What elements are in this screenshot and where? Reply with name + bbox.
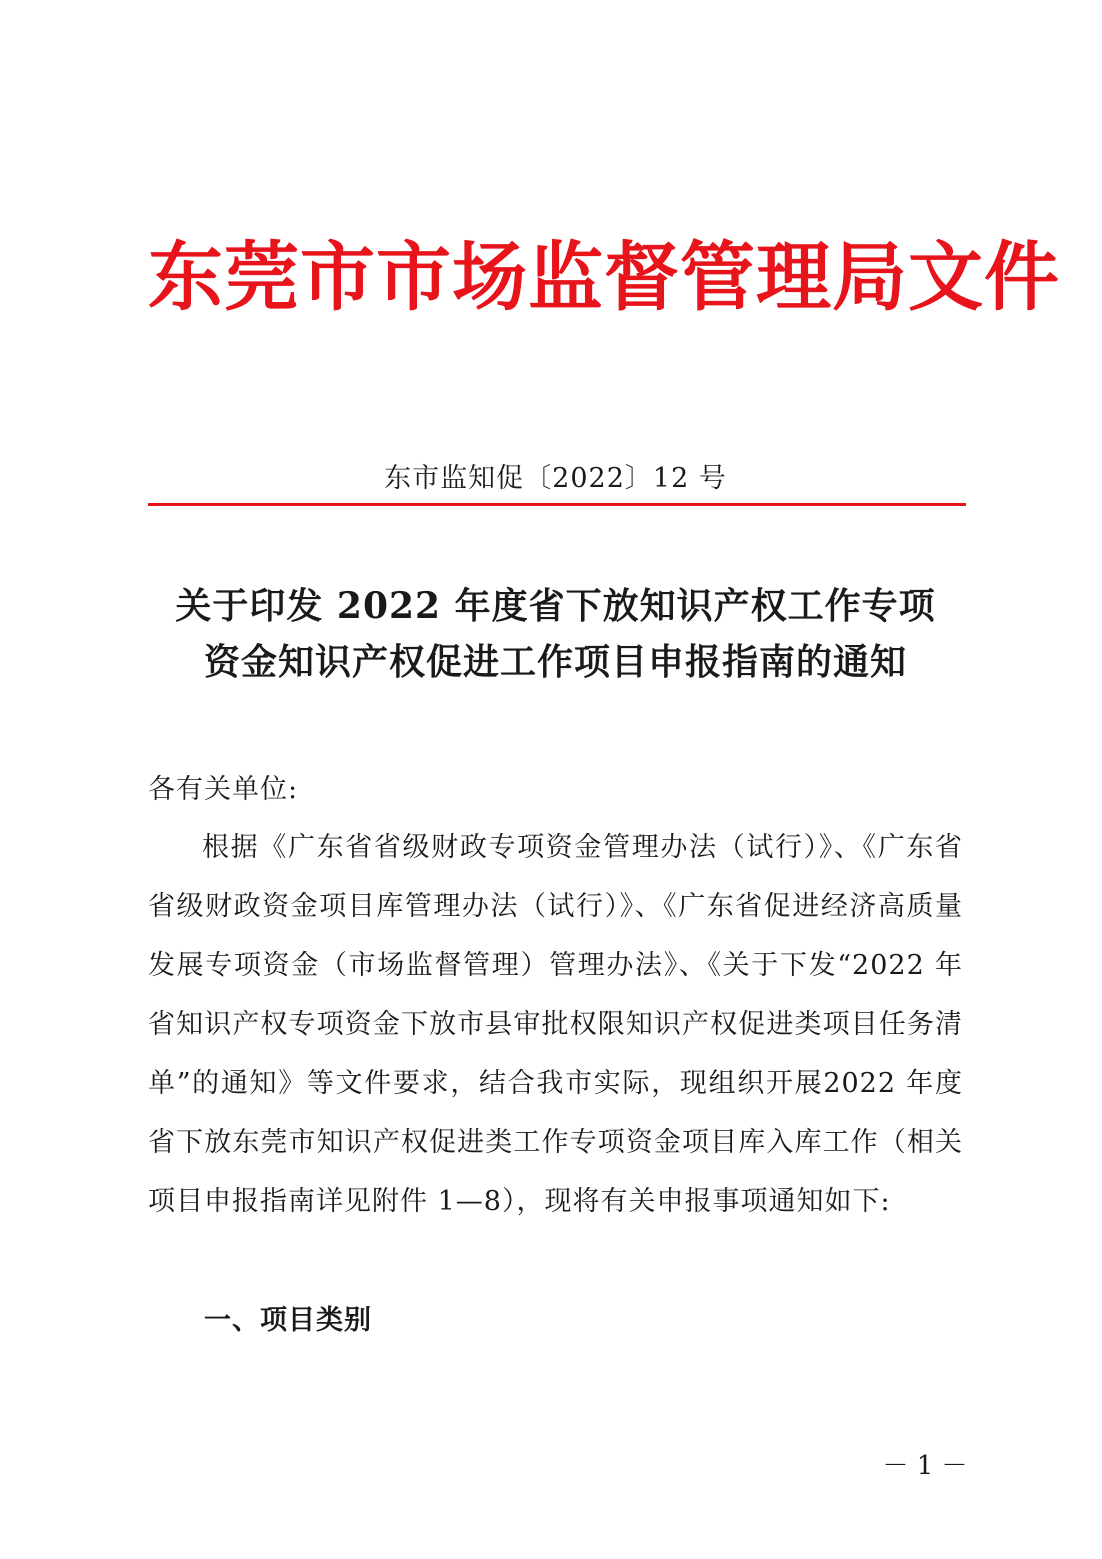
body-paragraph: 根据《广东省省级财政专项资金管理办法（试行）》、《广东省省级财政资金项目库管理办法（试行）》、《广东省促进经济高质量发展专项资金（市场监督管理）管理办法》、《关于下发“2022 年省知识产权专项资金下放市县审批权限知识产权促进类项目任务清单”的通知》等文件要求，结合我市实际，现组织开展2022 年度省下放东莞市知识产权促进类工作专项资金项目库入库工作（相关项目申报指南详见附件 1—8），现将有关申报事项通知如下: [148, 832, 963, 1217]
page-number: － 1 － [882, 1451, 968, 1481]
salutation: 各有关单位: [148, 774, 299, 805]
header-divider [148, 503, 966, 506]
document-number: 东市监知促〔2022〕12 号 [384, 463, 727, 494]
section-heading: 一、项目类别 [204, 1305, 372, 1336]
document-title [148, 578, 963, 690]
document-title-line-2: 资金知识产权促进工作项目申报指南的通知 [203, 641, 907, 683]
document-title-line-1: 关于印发 2022 年度省下放知识产权工作专项 [175, 585, 936, 627]
document-header-title: 东莞市市场监督管理局文件 [148, 233, 1061, 321]
